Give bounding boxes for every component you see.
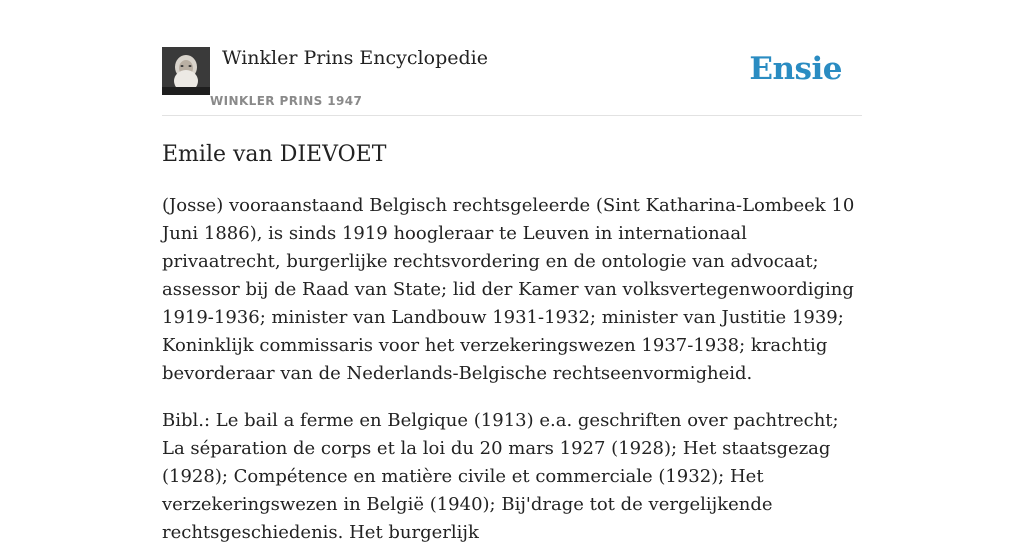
source-title[interactable]: Winkler Prins Encyclopedie	[222, 47, 488, 69]
article-paragraph: Bibl.: Le bail a ferme en Belgique (1913) e.a. geschriften over pachtrecht; La séparation de corps et la loi du 20 mars 1927 (1928); Het staatsgezag (1928); Compétence en matière civile et commerciale (1932); Het verzekeringswezen in België (1940); Bij'drage tot de vergelijkende rechtsgeschiedenis. Het burgerlijk	[162, 410, 839, 543]
portrait-icon	[162, 47, 210, 95]
article-paragraph: (Josse) vooraanstaand Belgisch rechtsgeleerde (Sint Katharina-Lombeek 10 Juni 1886), is sinds 1919 hoogleraar te Leuven in internationaal privaatrecht, burgerlijke rechtsvordering en de ontologie van advocaat; assessor bij de Raad van State; lid der Kamer van volksvertegenwoordiging 1919-1936; minister van Landbouw 1931-1932; minister van Justitie 1939; Koninklijk commissaris voor het verzekeringswezen 1937-1938; krachtig bevorderaar van de Nederlands-Belgische rechtseenvormigheid.	[162, 195, 855, 384]
article-title: Emile van DIEVOET	[162, 142, 387, 167]
ensie-logo-link[interactable]: Ensie	[749, 51, 842, 87]
source-header	[162, 0, 862, 116]
content-container	[162, 0, 862, 543]
source-avatar[interactable]	[162, 47, 210, 95]
source-subtitle[interactable]: WINKLER PRINS 1947	[210, 94, 363, 108]
